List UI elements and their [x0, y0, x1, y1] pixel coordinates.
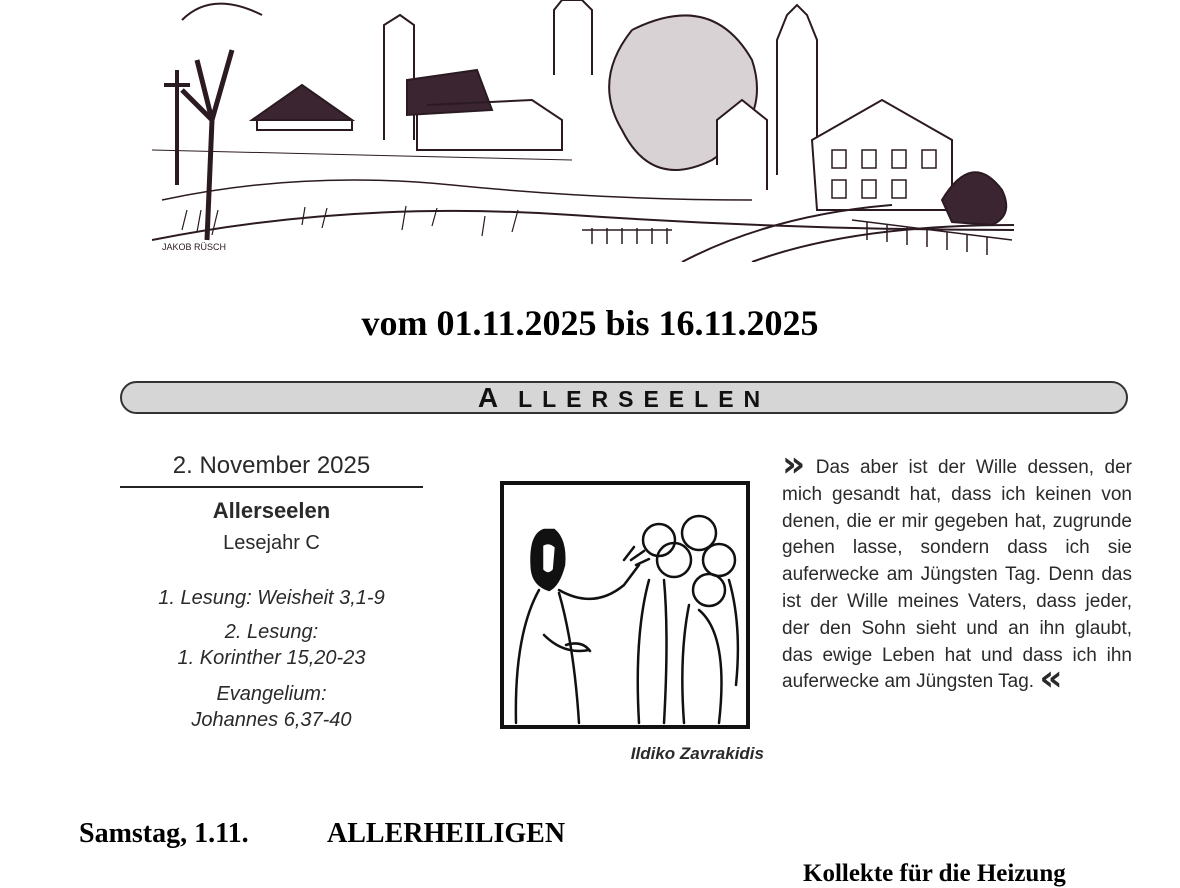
liturgical-year: Lesejahr C [223, 532, 320, 554]
sunday-date: 2. November 2025 [120, 452, 423, 488]
sunday-info-box [120, 452, 423, 733]
line-drawing [504, 485, 746, 725]
gospel-quote [782, 444, 1132, 700]
gospel-ref: Johannes 6,37-40 [191, 709, 352, 731]
gospel-label: Evangelium: [216, 683, 327, 705]
jesus-with-crowd-illustration [500, 481, 750, 729]
second-reading-ref: 1. Korinther 15,20-23 [177, 647, 366, 669]
close-quote-mark: « [1039, 658, 1063, 700]
date-range-heading: vom 01.11.2025 bis 16.11.2025 [361, 303, 819, 343]
illustration-credit: Ildiko Zavrakidis [630, 744, 764, 763]
banner-title-rest: LLERSEELEN [518, 386, 771, 412]
first-reading: 1. Lesung: Weisheit 3,1-9 [158, 587, 385, 609]
village-sketch-illustration [152, 0, 1014, 262]
feast-name: Allerseelen [212, 498, 331, 523]
open-quote-mark: » [782, 444, 806, 485]
sketch-signature: JAKOB RÜSCH [162, 242, 227, 252]
schedule-day: Samstag, 1.11. [79, 818, 249, 849]
collection-note: Kollekte für die Heizung [803, 860, 1066, 887]
banner-first-letter: A [477, 382, 509, 413]
allerseelen-banner [120, 381, 1128, 414]
quote-text: Das aber ist der Wille dessen, der mich gesandt hat, dass ich keinen von denen, die er mir gegeben hat, zugrunde gehen lasse, sondern dass ich sie auferwecke am Jüngsten Tag. Denn das ist der Wille meines Vaters, dass jeder, der den Sohn sieht und an ihn glaubt, das ewige Leben hat und dass ich ihn auferwecke am Jüngsten Tag. [782, 457, 1132, 693]
schedule-feast: ALLERHEILIGEN [327, 818, 566, 849]
second-reading-label: 2. Lesung: [224, 621, 319, 643]
